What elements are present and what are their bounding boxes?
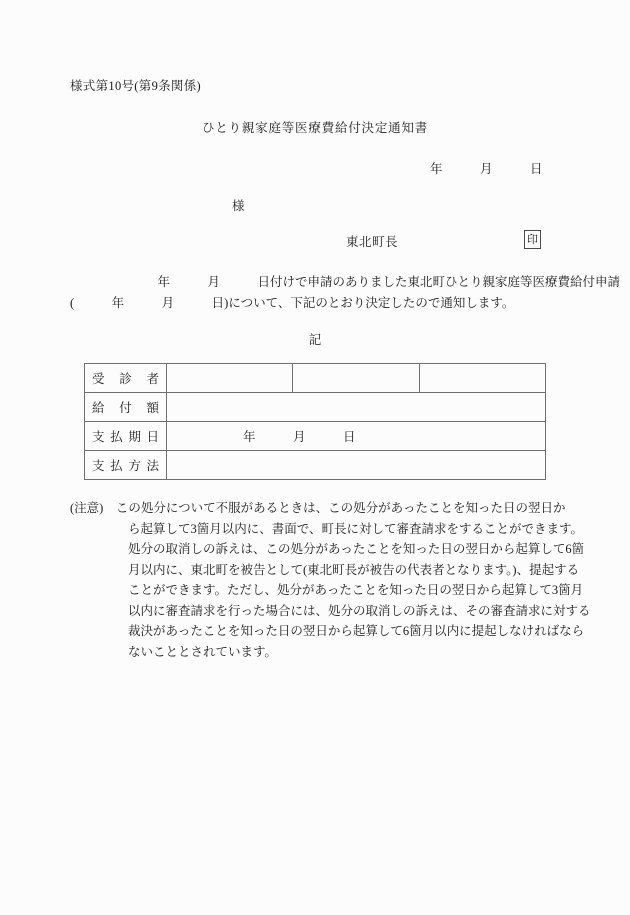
kiroku-marker: 記	[308, 333, 322, 347]
recipient-cell-2[interactable]	[293, 364, 419, 393]
table-row	[85, 451, 546, 480]
body-paragraph	[70, 272, 621, 314]
notice-block	[70, 498, 591, 662]
notice-line-1: (注意) この処分について不服があるときは、この処分があったことを知った日の翌日か	[70, 501, 566, 515]
issue-date-field[interactable]: 年 月 日	[430, 162, 543, 176]
issuer-name: 東北町長	[346, 235, 399, 249]
body-line-2: ( 年 月 日)について、下記のとおり決定したので通知します。	[70, 296, 515, 310]
table-row	[85, 422, 546, 451]
addressee-honorific: 様	[232, 199, 245, 213]
body-line-1: 年 月 日付けで申請のありました東北町ひとり親家庭等医療費給付申請	[70, 275, 621, 289]
row-label-benefit-amount: 給付額	[85, 393, 167, 422]
notice-line-6: 以内に審査請求を行った場合には、処分の取消しの訴えは、その審査請求に対する	[128, 603, 591, 618]
notice-line-3: 処分の取消しの訴えは、この処分があったことを知った日の翌日から起算して6箇	[128, 542, 585, 556]
payment-date-cell[interactable]: 年 月 日	[167, 422, 546, 451]
notice-line-4: 月以内に、東北町を被告として(東北町長が被告の代表者となります。)、提起する	[128, 562, 580, 577]
notice-line-2: ら起算して3箇月以内に、書面で、町長に対して審査請求をすることができます。	[128, 521, 584, 536]
row-label-payment-method: 支払方法	[85, 451, 167, 480]
document-title: ひとり親家庭等医療費給付決定通知書	[201, 121, 429, 135]
benefit-amount-cell[interactable]	[167, 393, 546, 422]
recipient-cell-1[interactable]	[167, 364, 293, 393]
form-number: 様式第10号(第9条関係)	[70, 79, 201, 93]
table-row	[85, 364, 546, 393]
seal-mark-box: 印	[524, 230, 541, 249]
row-label-payment-date: 支払期日	[85, 422, 167, 451]
decision-details-table	[84, 363, 546, 480]
notice-line-7: 裁決があったことを知った日の翌日から起算して6箇月以内に提起しなければなら	[128, 624, 585, 638]
recipient-cell-3[interactable]	[419, 364, 545, 393]
table-row	[85, 393, 546, 422]
notice-line-8: ないこととされています。	[128, 644, 278, 659]
notice-line-5: ことができます。ただし、処分があったことを知った日の翌日から起算して3箇月	[128, 583, 584, 597]
payment-method-cell[interactable]	[167, 451, 546, 480]
row-label-recipient: 受診者	[85, 364, 167, 393]
